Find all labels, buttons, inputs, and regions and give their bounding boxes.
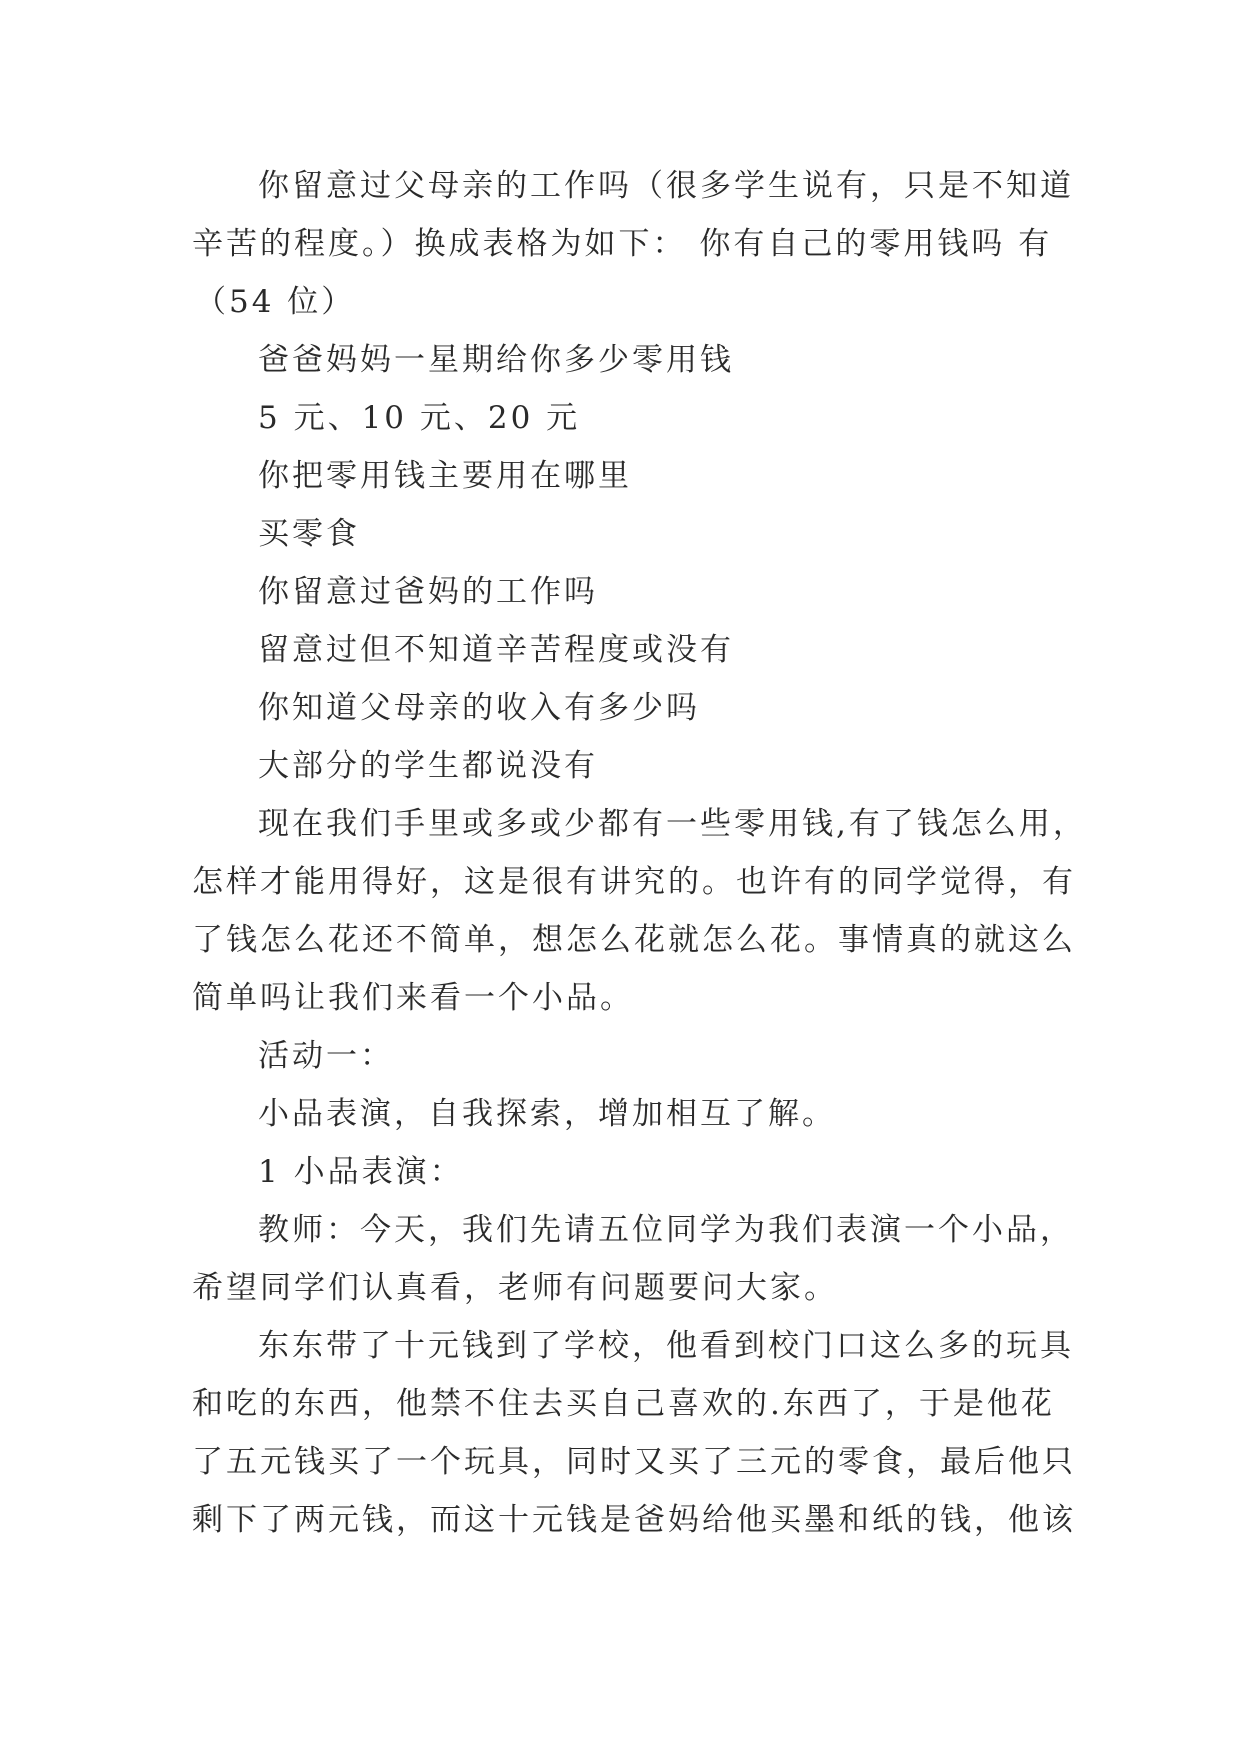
text-line: 你留意过父母亲的工作吗（很多学生说有，只是不知道: [258, 168, 1074, 204]
text-line: 了钱怎么花还不简单，想怎么花就怎么花。事情真的就这么: [192, 922, 1076, 958]
text-line: 大部分的学生都说没有: [258, 748, 598, 784]
text-line: 教师：今天，我们先请五位同学为我们表演一个小品，: [258, 1212, 1074, 1248]
text-line: 现在我们手里或多或少都有一些零用钱,有了钱怎么用，: [258, 806, 1087, 842]
text-line: 买零食: [258, 516, 360, 552]
text-line: 小品表演，自我探索，增加相互了解。: [258, 1096, 836, 1132]
text-line: 你留意过爸妈的工作吗: [258, 574, 598, 610]
text-line: 了五元钱买了一个玩具，同时又买了三元的零食，最后他只: [192, 1444, 1076, 1480]
text-line: 和吃的东西，他禁不住去买自己喜欢的.东西了，于是他花: [192, 1386, 1055, 1422]
text-line: 辛苦的程度。）换成表格为如下： 你有自己的零用钱吗 有: [192, 226, 1053, 262]
text-line: 1 小品表演：: [258, 1154, 464, 1190]
text-line: 你把零用钱主要用在哪里: [258, 458, 632, 494]
text-line: （54 位）: [195, 284, 356, 320]
text-line: 爸爸妈妈一星期给你多少零用钱: [258, 342, 734, 378]
text-line: 留意过但不知道辛苦程度或没有: [258, 632, 734, 668]
text-line: 你知道父母亲的收入有多少吗: [258, 690, 700, 726]
text-line: 简单吗让我们来看一个小品。: [192, 980, 634, 1016]
text-line: 怎样才能用得好，这是很有讲究的。也许有的同学觉得，有: [192, 864, 1076, 900]
text-line: 5 元、10 元、20 元: [258, 400, 581, 436]
text-line: 东东带了十元钱到了学校，他看到校门口这么多的玩具: [258, 1328, 1074, 1364]
text-line: 希望同学们认真看，老师有问题要问大家。: [192, 1270, 838, 1306]
text-line: 活动一：: [258, 1038, 394, 1074]
text-line: 剩下了两元钱，而这十元钱是爸妈给他买墨和纸的钱，他该: [192, 1502, 1076, 1538]
